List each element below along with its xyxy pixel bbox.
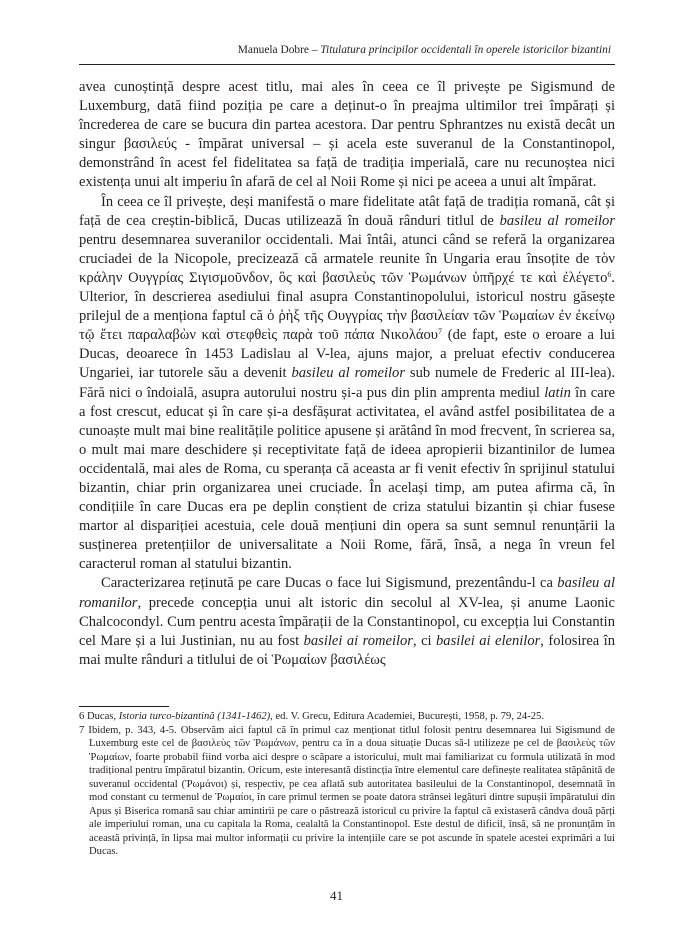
text-run: 6 Ducas, [79, 711, 119, 722]
header-rule [79, 64, 615, 65]
header-title: Titulatura principilor occidentali în operele istoricilor bizantini [320, 44, 611, 56]
italic-term: basileu al romeilor [291, 365, 405, 382]
text-run: Caracterizarea reținută pe care Ducas o face lui Sigismund, prezentându-l ca [101, 575, 558, 592]
page-number: 41 [330, 888, 343, 903]
greek-term: βασιλεύς [123, 136, 177, 153]
footnotes [79, 710, 615, 859]
running-header [238, 44, 611, 56]
italic-term: basileu al romanilor [79, 575, 615, 611]
paragraph-1 [79, 78, 615, 193]
italic-term: basileu al romeilor [499, 212, 615, 229]
footnote-ref-6[interactable]: 6 [607, 269, 612, 279]
italic-term: latin [544, 384, 571, 401]
text-run: , precede concepția unui alt istoric din secolul al XV-lea, și anume Laonic Chalcocondyl. Cum pentru acesta împărații de la Constantinopol, cu excepția lui Constantin cel Mare și a lui Justinian, nu au fost [79, 594, 615, 649]
text-run: avea cunoștință despre acest titlu, mai ales în ceea ce îl privește pe Sigismund de Luxemburg, dată fiind poziția pe care a deținut-o în preajma ultimilor trei împărați și încrederea de care se bucura din partea acestora. Dar pentru Sphrantzes nu există decât un singur [79, 79, 615, 153]
text-run: , folosirea în mai multe rânduri a titlului de οἱ Ῥωμαίων βασιλέως [79, 632, 615, 668]
paragraph-2 [79, 193, 615, 575]
footnote-7: 7 Ibidem, p. 343, 4-5. Observăm aici faptul că în primul caz menționat titlul folosit pentru desemnarea lui Sigismund de Luxemburg este cel de βασιλεὺς τῶν Ῥωμάνων, pentru ca în a doua situație Ducas să-l utilizeze pe cel de βασιλεὺς τῶν Ῥωμαίων, foarte probabil fiind vorba aici despre o scăpare a istoricului, mult mai familiarizat cu formula utilizată în mod tradițional pentru împăratul bizantin. Oricum, este interesantă distincția între elementul care definește realitatea stăpânită de suveranul occidental (Ῥωμάνοι) și, respectiv, pe cea aflată sub autoritatea basileului de la Constantinopol, desemnată în mod constant cu termenul de Ῥωμαίοι, în care primul termen se poate datora strânsei legături dintre supușii împăratului din Apus și Biserica romană sau chiar amintirii pe care o păstrează istoricul cu privire la faptul că existaseră cândva două părți ale imperiului roman, una cu capitala la Roma, cealaltă la Constantinopol. Este destul de dificil, însă, să ne pronunțăm în această privință, în lipsa mai multor informații cu privire la intențiile care se pot ascunde în spatele acestei exprimări a lui Ducas. [79, 724, 615, 857]
text-run: . Ulterior, în descrierea asediului final asupra Constantinopolului, istoricul nostru găsește prilejul de a menționa faptul că ὁ ῥὴξ τῆς Ουγγρίας τὴν βασιλείαν τῶν Ῥωμαίων ἐν ἐκείνῳ τῷ ἔτει παραλαβὼν καὶ στεφθεὶς παρὰ τοῦ πάπα Νικολάου [79, 269, 615, 344]
paragraph-3 [79, 574, 615, 669]
italic-term: Istoria turco-bizantină (1341-1462) [118, 711, 271, 722]
italic-term: basilei ai elenilor [436, 632, 541, 649]
main-text [79, 78, 615, 670]
text-run: , ci [412, 632, 437, 649]
text-run: În ceea ce îl privește, deși manifestă o mare fidelitate atât față de tradiția romană, cât și față de cea creștin-biblică, Ducas utilizează în două rânduri titlul de [79, 193, 615, 229]
text-run: - împărat universal – și acela este suveranul de la Constantinopol, demonstrând în acest fel fidelitatea sa față de tradiția imperială, care nu recunoștea nici existența unui alt imperiu în afară de cel al Noii Rome și nici pe aceea a unui alt împărat. [79, 136, 615, 191]
italic-term: basilei ai romeilor [303, 632, 413, 649]
text-run: pentru desemnarea suveranilor occidentali. Mai întâi, atunci când se referă la organizarea cruciadei de la Nicopole, precizează că armatele reunite în Ungaria erau însoțite de τὸν κράλην Ουγγρίας Σιγισμοῦνδον, ὃς καὶ βασιλεὺς τῶν Ῥωμάνων ὑπῆρχέ τε καὶ ἐλέγετο [79, 231, 615, 286]
footnote-ref-7[interactable]: 7 [437, 327, 442, 337]
text-run: (de fapt, este o eroare a lui Ducas, deoarece în 1453 Ladislau al V-lea, ajuns major, a preluat efectiv conducerea Ungariei, iar tutorele său a devenit [79, 327, 615, 382]
text-run: sub numele de Frederic al III-lea). Fără nici o îndoială, asupra autorului nostru și-a pus din plin amprenta mediul [79, 365, 616, 401]
header-separator: – [308, 44, 321, 56]
text-run: , ed. V. Grecu, Editura Academiei, București, 1958, p. 79, 24-25. [270, 711, 544, 722]
footnote-rule [79, 706, 169, 707]
footnote-6 [79, 710, 615, 724]
header-author: Manuela Dobre [237, 44, 309, 56]
text-run: în care a fost crescut, educat și în care și-a desfășurat activitatea, el având astfel posibilitatea de a cunoaște mult mai bine realitățile politice apusene și arătând în mod frecvent, în scrierea sa, o mult mai mare deschidere și receptivitate față de ideea apropierii bizantinilor de lumea occidentală, mai ales de Roma, cu speranța că aceasta ar fi venit efectiv în sprijinul statului bizantin, chiar prin organizarea unei cruciade. În același timp, am putea afirma că, în condițiile în care Ducas era pe deplin conștient de criza statului bizantin și chiar fusese martor al dispariției acestuia, cele două mențiuni din opera sa sunt semnul renunțării la susținerea pretențiilor de universalitate a Noii Rome, fără, însă, a nega în vreun fel caracterul roman al statului bizantin. [79, 384, 615, 573]
